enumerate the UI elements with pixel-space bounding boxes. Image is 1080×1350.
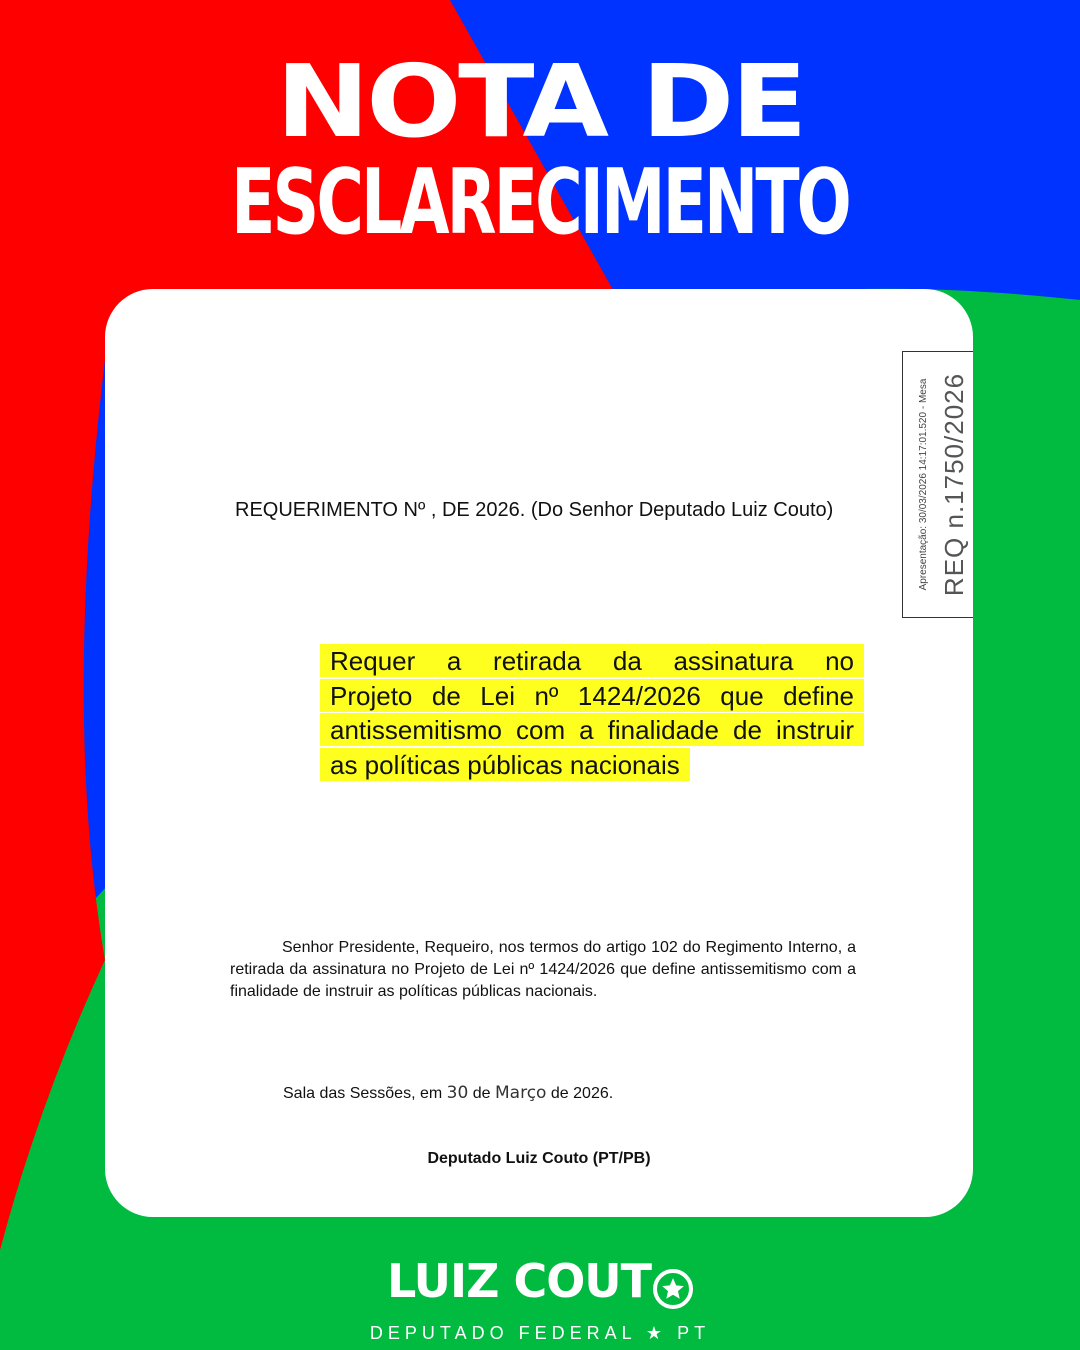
stamp-request-number: REQ n.1750/2026 xyxy=(939,372,969,597)
date-de: de xyxy=(472,1085,491,1102)
summary-line: antissemitismo com a finalidade de instruir xyxy=(320,713,864,746)
date-day: 30 xyxy=(446,1083,469,1103)
request-body: Senhor Presidente, Requeiro, nos termos do artigo 102 do Regimento Interno, a retirada da assinatura no Projeto de Lei nº 1424/2026 que define antissemitismo com a finalidade de instruir as políticas públicas nacionais. xyxy=(230,939,856,1000)
request-heading: REQUERIMENTO Nº , DE 2026. (Do Senhor Deputado Luiz Couto) xyxy=(235,499,834,521)
title-line-2: ESCLARECIMENTO xyxy=(231,150,849,255)
star-icon xyxy=(653,1269,693,1309)
signature: Deputado Luiz Couto (PT/PB) xyxy=(427,1150,651,1167)
highlighted-summary xyxy=(320,644,864,782)
date-month: Março xyxy=(495,1083,547,1103)
stamp-presentation-text: Apresentação: 30/03/2026 14:17:01.520 - Mesa xyxy=(918,378,929,591)
date-prefix: Sala das Sessões, em xyxy=(283,1085,443,1102)
logo-subtitle: DEPUTADO FEDERAL ★ PT xyxy=(369,1322,711,1343)
date-line xyxy=(283,1083,613,1103)
summary-line: Requer a retirada da assinatura no xyxy=(320,644,864,677)
protocol-stamp xyxy=(902,351,973,618)
document-card xyxy=(105,289,973,1217)
summary-line: as políticas públicas nacionais xyxy=(320,748,690,781)
summary-line: Projeto de Lei nº 1424/2026 que define xyxy=(320,679,864,712)
title-line-1: NOTA DE xyxy=(275,43,805,160)
date-suffix: de 2026. xyxy=(550,1085,614,1102)
logo-wordmark xyxy=(0,1254,1080,1313)
logo xyxy=(0,1254,1080,1344)
logo-name: LUIZ COUT xyxy=(386,1254,652,1308)
